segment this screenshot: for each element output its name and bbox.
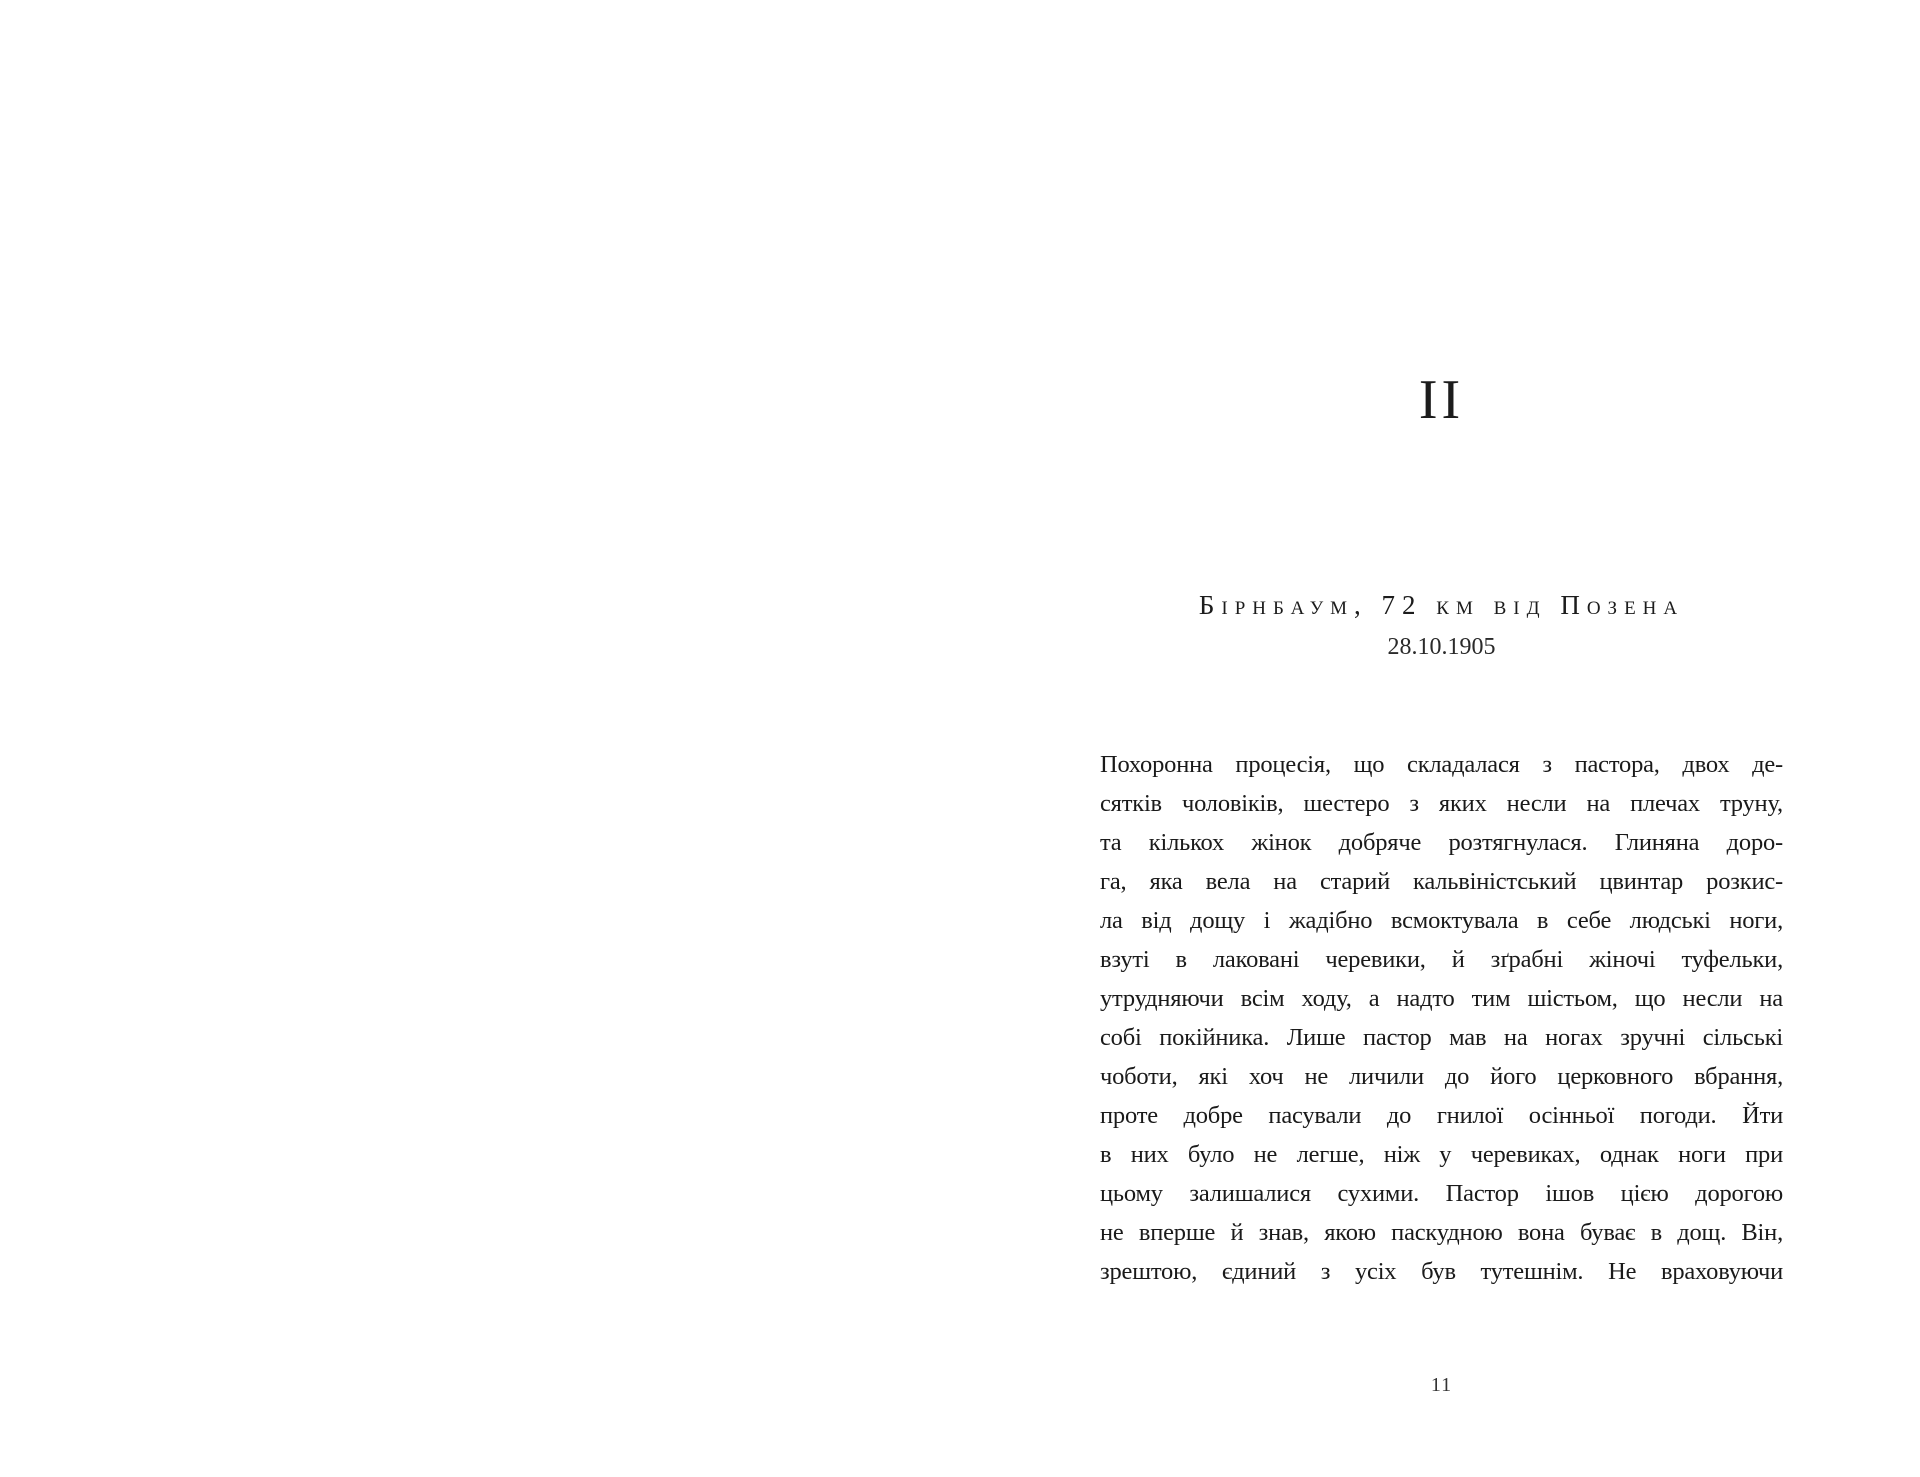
chapter-number: II [1418,369,1465,431]
body-line: утрудняючи всім ходу, а надто тим шістьом, що несли на [1100,985,1783,1012]
body-line: цьому залишалися сухими. Пастор ішов цією дорогою [1100,1180,1783,1207]
chapter-date: 28.10.1905 [1387,634,1496,660]
body-line: чоботи, які хоч не личили до його церковного вбрання, [1100,1063,1783,1090]
body-line: в них було не легше, ніж у черевиках, однак ноги при [1100,1141,1783,1168]
body-line: не вперше й знав, якою паскудною вона буває в дощ. Він, [1100,1219,1783,1246]
body-line: сятків чоловіків, шестеро з яких несли на плечах труну, [1100,790,1783,817]
body-line: проте добре пасували до гнилої осінньої погоди. Йти [1100,1102,1783,1129]
page-number: 11 [1430,1374,1453,1396]
body-line: взуті в лаковані черевики, й зґрабні жіночі туфельки, [1100,946,1783,973]
body-line: ла від дощу і жадібно всмоктувала в себе людські ноги, [1100,907,1783,934]
body-line: собі покійника. Лише пастор мав на ногах зручні сільські [1100,1024,1783,1051]
body-line: зрештою, єдиний з усіх був тутешнім. Не враховуючи [1100,1258,1783,1285]
body-line: та кількох жінок добряче розтягнулася. Глиняна доро- [1100,829,1783,856]
body-line: Похоронна процесія, що складалася з пастора, двох де- [1100,751,1783,778]
chapter-place-heading: Бірнбаум, 72 км від Позена [1198,590,1685,620]
body-text [1100,745,1783,1291]
body-line: га, яка вела на старий кальвіністський цвинтар розкис- [1100,868,1783,895]
